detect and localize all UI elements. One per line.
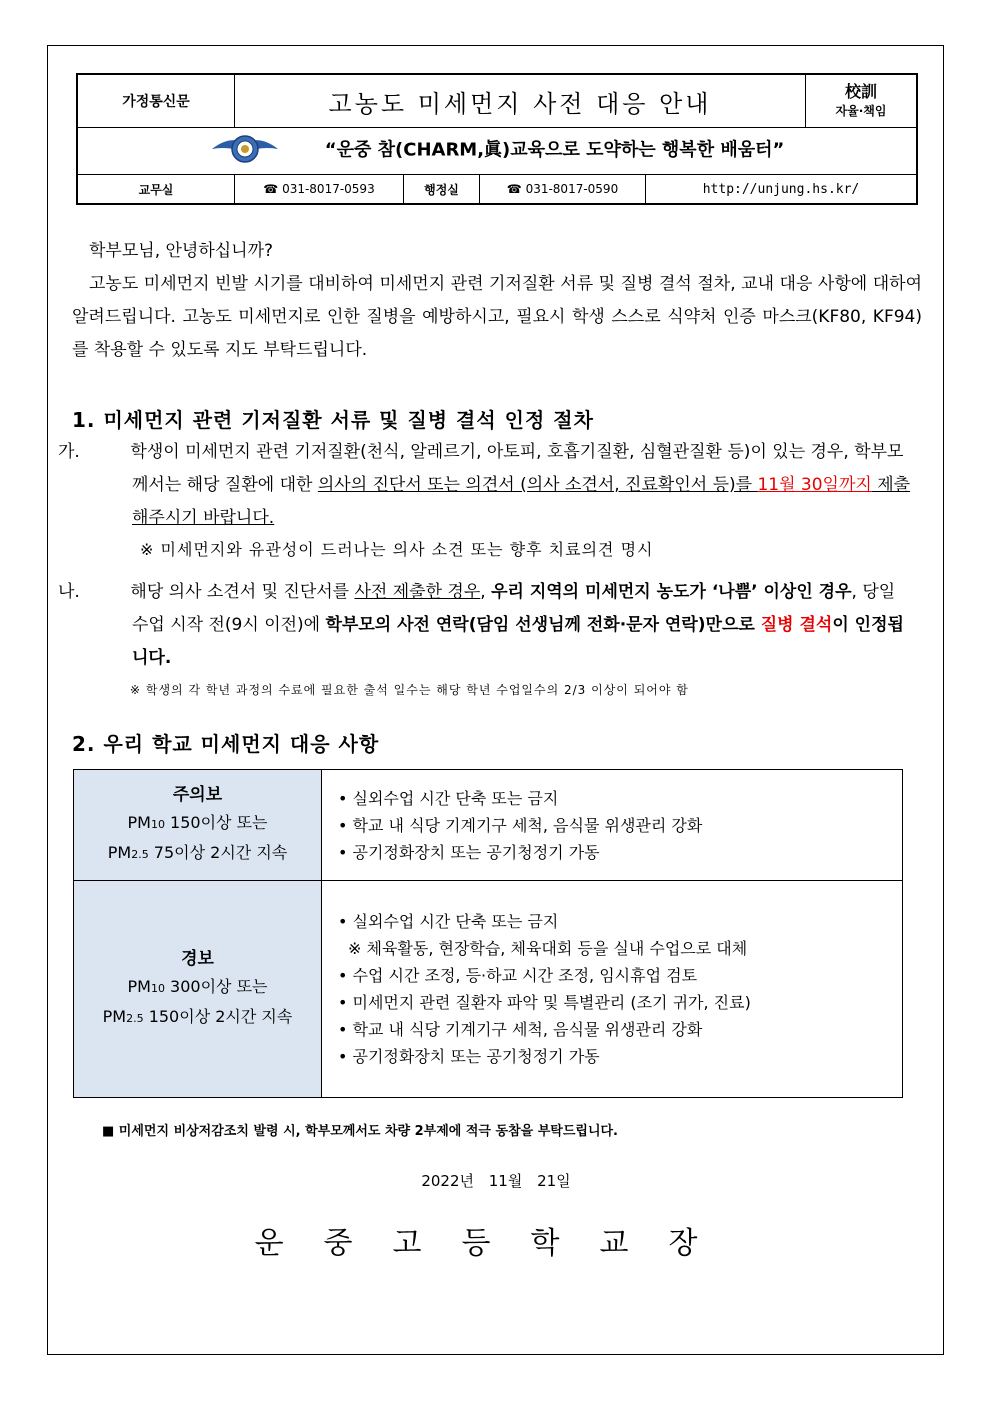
section1-item-a — [58, 436, 915, 535]
office2-label: 행정실 — [404, 175, 480, 203]
phone-icon: ☎ — [506, 182, 522, 196]
level-condition: PM10 300이상 또는 — [127, 977, 268, 996]
level-advisory — [74, 770, 322, 881]
motto-value: 자율·책임 — [835, 104, 887, 119]
principal-signature: 운중고등학교장 — [254, 1226, 738, 1261]
school-url-link[interactable]: http://unjung.hs.kr/ — [702, 181, 860, 197]
motto-label: 校訓 — [844, 81, 877, 101]
section2-heading: 2. 우리 학교 미세먼지 대응 사항 — [72, 732, 380, 756]
item-a-underlined: 의사의 진단서 또는 의견서 (의사 소견서, 진료확인서 등)를 — [317, 475, 758, 495]
school-slogan: “운중 참(CHARM,眞)교육으로 도약하는 행복한 배움터” — [324, 139, 785, 161]
item-a-marker: 가. — [58, 442, 80, 462]
doc-type: 가정통신문 — [77, 74, 235, 128]
intro-paragraph: 고농도 미세먼지 빈발 시기를 대비하여 미세먼지 관련 기저질환 서류 및 질병 결석 절차, 교내 대응 사항에 대하여 알려드립니다. 고농도 미세먼지로 인한 질병을 예방하시고, 필요시 학생 스스로 식약처 인증 마스크(KF80, KF94)를 착용할 수 있도록 지도 부탁드립니다. — [72, 274, 922, 360]
slogan-row — [77, 128, 917, 175]
action-item: • 공기정화장치 또는 공기청정기 가동 — [338, 1047, 600, 1066]
level-condition: PM2.5 150이상 2시간 지속 — [102, 1007, 293, 1026]
office1-label: 교무실 — [78, 175, 235, 203]
advisory-actions — [322, 770, 903, 881]
item-b-underlined: 사전 제출한 경우 — [354, 582, 481, 602]
section1-item-b: 나. 해당 의사 소견서 및 진단서를 사전 제출한 경우, 우리 지역의 미세먼지 농도가 ‘나쁨’ 이상인 경우, 당일 수업 시작 전(9시 이전)에 학부모의 사전 연락(담임 선생님께 전화·문자 연락)만으로 질병 결석이 인정됩니다. — [95, 576, 915, 675]
doc-title: 고농도 미세먼지 사전 대응 안내 — [235, 74, 806, 128]
level-condition: PM2.5 75이상 2시간 지속 — [107, 843, 288, 862]
letterhead-table — [76, 73, 918, 205]
item-a-note: ※ 미세먼지와 유관성이 드러나는 의사 소견 또는 향후 치료의견 명시 — [140, 540, 654, 559]
section1-heading: 1. 미세먼지 관련 기저질환 서류 및 질병 결석 인정 절차 — [72, 408, 594, 432]
level-warning — [74, 881, 322, 1098]
office2-phone: ☎ 031-8017-0590 — [480, 175, 646, 203]
issue-date: 2022년 11월 21일 — [421, 1172, 571, 1190]
office1-phone: ☎ 031-8017-0593 — [235, 175, 404, 203]
school-logo-icon — [210, 132, 280, 170]
sick-absence-label: 질병 결석 — [760, 615, 833, 635]
phone-icon: ☎ — [263, 182, 279, 196]
item-b-marker: 나. — [58, 582, 80, 602]
item-a-underlined-end: 제출해주시기 바랍니다. — [132, 475, 911, 528]
level-name: 주의보 — [172, 785, 223, 805]
contact-row — [77, 175, 917, 205]
footer-note: ■ 미세먼지 비상저감조치 발령 시, 학부모께서도 차량 2부제에 적극 동참을 부탁드립니다. — [102, 1124, 618, 1139]
response-table — [73, 769, 903, 1098]
level-condition: PM10 150이상 또는 — [127, 813, 268, 832]
action-item: • 수업 시간 조정, 등·하교 시간 조정, 임시휴업 검토 — [338, 966, 698, 985]
submission-deadline: 11월 30일까지 — [757, 475, 872, 495]
level-name: 경보 — [181, 949, 214, 969]
action-item: • 공기정화장치 또는 공기청정기 가동 — [338, 842, 600, 862]
item-b-bold: 우리 지역의 미세먼지 농도가 ‘나쁨’ 이상인 경우 — [491, 582, 852, 602]
intro-block — [72, 235, 922, 367]
action-item: • 실외수업 시간 단축 또는 금지 — [338, 912, 559, 931]
greeting: 학부모님, 안녕하십니까? — [89, 241, 274, 261]
item-a-text: 학생이 미세먼지 관련 기저질환(천식, 알레르기, 아토피, 호흡기질환, 심혈관질환 등)이 있는 경우, 학부모께서는 해당 질환에 대한 — [130, 442, 904, 495]
action-item: • 미세먼지 관련 질환자 파악 및 특별관리 (조기 귀가, 진료) — [338, 993, 751, 1012]
warning-actions — [322, 881, 903, 1098]
action-item: • 실외수업 시간 단축 또는 금지 — [338, 788, 559, 808]
item-b-bold-contact: 학부모의 사전 연락(담임 선생님께 전화·문자 연락)만으로 — [325, 615, 761, 635]
item-b-note: ※ 학생의 각 학년 과정의 수료에 필요한 출석 일수는 해당 학년 수업일수의 2/3 이상이 되어야 함 — [130, 683, 689, 697]
item-b-text: 해당 의사 소견서 및 진단서를 — [130, 582, 355, 602]
action-subnote: ※ 체육활동, 현장학습, 체육대회 등을 실내 수업으로 대체 — [348, 939, 748, 958]
school-motto — [806, 74, 918, 128]
action-item: • 학교 내 식당 기계기구 세척, 음식물 위생관리 강화 — [338, 1020, 703, 1039]
action-item: • 학교 내 식당 기계기구 세척, 음식물 위생관리 강화 — [338, 815, 703, 835]
